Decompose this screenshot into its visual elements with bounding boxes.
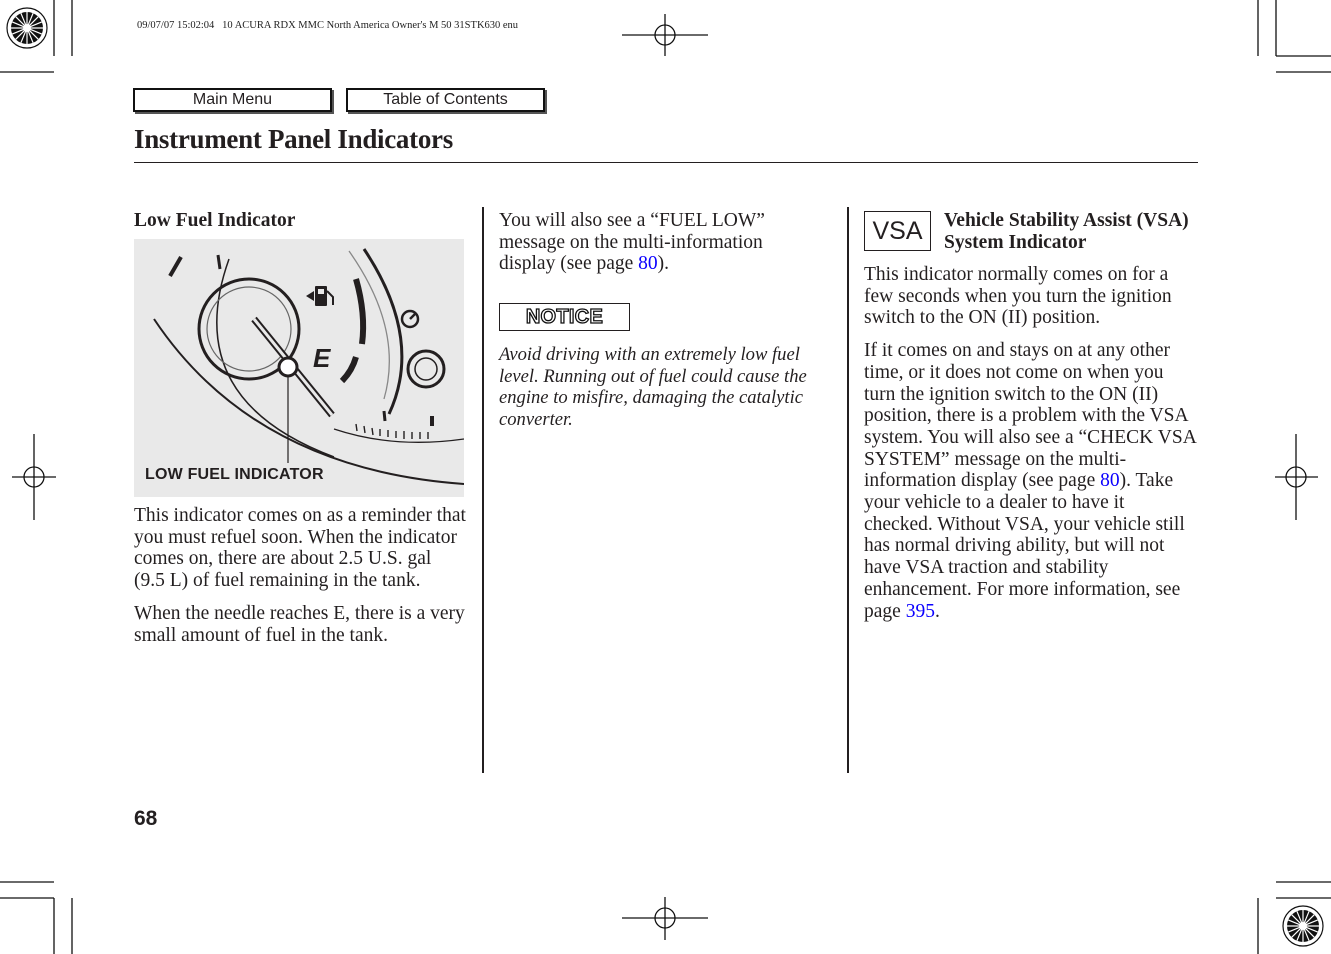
fuel-gauge-illustration bbox=[134, 239, 464, 497]
vsa-description bbox=[864, 264, 1196, 633]
fuel-low-message-text: You will also see a “FUEL LOW” message on the multi-information display (see page 80). bbox=[499, 210, 765, 275]
page-80-link-2[interactable]: 80 bbox=[1100, 470, 1120, 492]
page-title: Instrument Panel Indicators bbox=[134, 124, 453, 154]
low-fuel-paragraph-1: This indicator comes on as a reminder that you must refuel soon. When the indicator comes on, there are about 2.5 U.S. gal (9.5 L) of fuel remaining in the tank. bbox=[134, 505, 466, 592]
low-fuel-description bbox=[134, 505, 466, 657]
page-80-link[interactable]: 80 bbox=[638, 253, 658, 275]
vsa-heading: Vehicle Stability Assist (VSA) System Indicator bbox=[944, 210, 1189, 253]
column-divider-2 bbox=[847, 207, 849, 773]
vsa-paragraph-1: This indicator normally comes on for a few seconds when you turn the ignition switch to the ON (II) position. bbox=[864, 264, 1172, 329]
low-fuel-paragraph-2: When the needle reaches E, there is a very small amount of fuel in the tank. bbox=[134, 602, 465, 646]
empty-marker: E bbox=[313, 343, 331, 373]
low-fuel-heading: Low Fuel Indicator bbox=[134, 210, 296, 231]
table-of-contents-button[interactable]: Table of Contents bbox=[346, 88, 545, 112]
column-divider-1 bbox=[482, 207, 484, 773]
low-fuel-figure bbox=[134, 239, 464, 497]
fuel-pump-icon bbox=[306, 286, 333, 306]
maintenance-icon bbox=[402, 311, 418, 327]
vsa-indicator-icon: VSA bbox=[864, 211, 931, 251]
page-395-link[interactable]: 395 bbox=[905, 600, 935, 622]
notice-label: NOTICE bbox=[499, 303, 630, 331]
title-rule bbox=[134, 162, 1198, 163]
crosshair-top bbox=[622, 14, 708, 56]
page-number: 68 bbox=[134, 807, 158, 830]
main-menu-button[interactable]: Main Menu bbox=[133, 88, 332, 112]
notice-text: Avoid driving with an extremely low fuel level. Running out of fuel could cause the engine to misfire, damaging the catalytic converter. bbox=[499, 344, 807, 431]
print-header: 09/07/07 15:02:04 10 ACURA RDX MMC North America Owner's M 50 31STK630 enu bbox=[137, 20, 519, 31]
figure-label: LOW FUEL INDICATOR bbox=[145, 466, 324, 483]
vsa-paragraph-2: If it comes on and stays on at any other time, or it does not come on when you turn the ignition switch to the ON (II) position, there is a problem with the VSA system. You will also see a “CHECK VSA SYSTEM” message on the multi-information display (see page 80). Take your vehicle to a dealer to have it checked. Without VSA, your vehicle still has normal driving ability, but will not have VSA traction and stability enhancement. For more information, see page 395. bbox=[864, 340, 1196, 622]
